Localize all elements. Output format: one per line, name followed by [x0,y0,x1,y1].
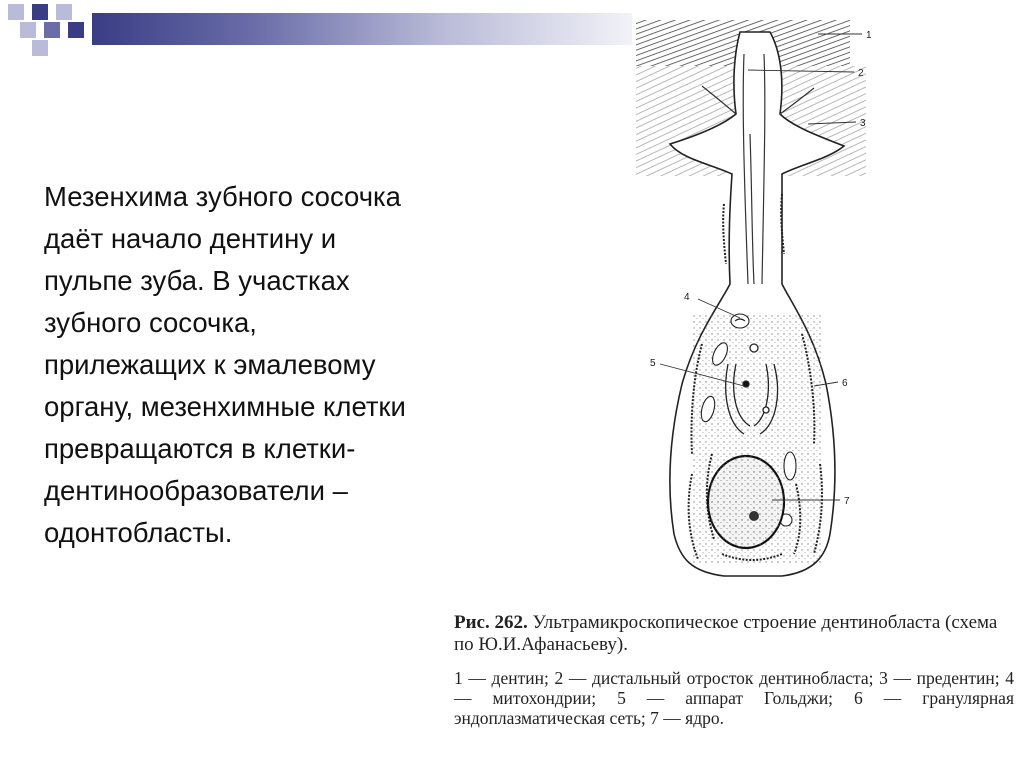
odontoblast-diagram [632,14,878,588]
callout-6: 6 [842,378,848,389]
deco-square [68,22,84,38]
nucleus [708,456,784,548]
caption-label: Рис. 262. [454,612,528,633]
caption-title [454,612,1014,656]
deco-square [56,4,72,20]
deco-square [44,22,60,38]
figure-caption [454,612,1014,728]
deco-square [8,4,24,20]
deco-square [32,40,48,56]
caption-legend: 1 — дентин; 2 — дистальный отросток дентинобласта; 3 — предентин; 4 — митохондрии; 5 — аппарат Гольджи; 6 — гранулярная эндоплазматическая сеть; 7 — ядро. [454,668,1014,728]
callout-4: 4 [684,292,690,303]
callout-3: 3 [860,118,866,129]
slide-body-text: Мезенхима зубного сосочка даёт начало дентину и пульпе зуба. В участках зубного сосочка, прилежащих к эмалевому органу, мезенхимные клетки превращаются в клетки-дентинообразователи – одонтобласты. [44,181,406,548]
callout-2: 2 [858,68,864,79]
header-gradient-bar [92,13,632,45]
deco-square [32,4,48,20]
callout-7: 7 [844,496,850,507]
caption-title-text: Ультрамикроскопическое строение дентинобласта (схема по Ю.И.Афанасьеву). [454,612,998,655]
callout-5: 5 [650,358,656,369]
callout-1: 1 [866,30,872,41]
deco-square [20,22,36,38]
